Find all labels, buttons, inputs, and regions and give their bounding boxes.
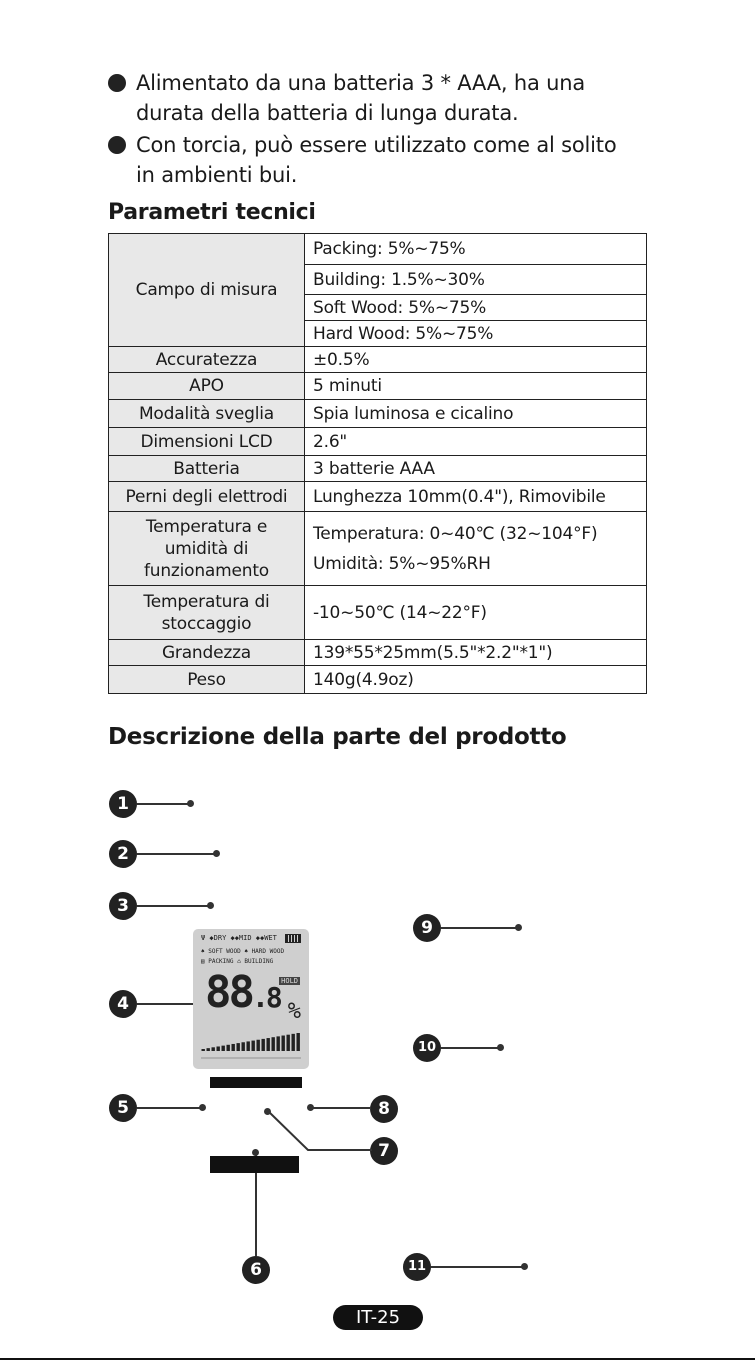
callout-1: 1 [109, 790, 137, 818]
spec-label-elettrodi: Perni degli elettrodi [109, 482, 305, 512]
lcd-bar-segment [252, 1041, 255, 1051]
bullet-dot [108, 74, 126, 92]
lcd-bar-segment [247, 1041, 250, 1051]
lcd-bar-segment [212, 1047, 215, 1051]
lcd-bar-segment [292, 1034, 295, 1051]
spec-label-campo: Campo di misura [109, 234, 305, 347]
lcd-bar-segment [232, 1044, 235, 1051]
leader-pin-9 [515, 924, 522, 931]
spec-value-lcd: 2.6" [305, 428, 647, 456]
spec-label-accuratezza: Accuratezza [109, 347, 305, 373]
leader-line-8 [311, 1107, 371, 1109]
spec-value-elettrodi: Lunghezza 10mm(0.4"), Rimovibile [305, 482, 647, 512]
spec-value-stoccaggio: -10~50℃ (14~22°F) [305, 586, 647, 640]
spec-label-stoccaggio-line2: stoccaggio [161, 613, 252, 634]
leader-line-5 [137, 1107, 201, 1109]
leader-line-7 [260, 1105, 375, 1155]
lcd-bar-segment [227, 1045, 230, 1051]
leader-line-9 [441, 927, 517, 929]
callout-9: 9 [413, 914, 441, 942]
lcd-bar-segment [242, 1042, 245, 1051]
lcd-material-modes: ▤ PACKING ⌂ BUILDING [201, 958, 274, 965]
spec-label-peso: Peso [109, 666, 305, 694]
lcd-bar-segment [287, 1035, 290, 1051]
lcd-bar-segment [262, 1039, 265, 1051]
spec-label-temp-line1: Temperatura e [145, 516, 268, 537]
spec-value-peso: 140g(4.9oz) [305, 666, 647, 694]
lcd-bar-segment [217, 1046, 220, 1051]
lcd-bar-segment [297, 1033, 300, 1051]
spec-value-temp-umidita [305, 512, 647, 586]
callout-3: 3 [109, 892, 137, 920]
params-heading: Parametri tecnici [108, 200, 316, 225]
leader-line-11 [431, 1266, 523, 1268]
spec-label-sveglia: Modalità sveglia [109, 400, 305, 428]
spec-label-lcd: Dimensioni LCD [109, 428, 305, 456]
lcd-wetness-indicators: Ψ ◆DRY ◆◆MID ◆◆WET [201, 934, 277, 942]
lcd-bar-segment [267, 1038, 270, 1051]
battery-icon [285, 934, 301, 943]
lcd-digits-main: 88 [205, 967, 252, 1018]
leader-pin-2 [213, 850, 220, 857]
lcd-bar-segment [272, 1037, 275, 1051]
leader-pin-6 [252, 1149, 259, 1156]
spec-value-apo: 5 minuti [305, 373, 647, 400]
device-slot-lower [210, 1156, 299, 1173]
spec-label-temp-umidita [109, 512, 305, 586]
page-number-badge: IT-25 [333, 1305, 423, 1330]
bottom-rule [0, 1358, 755, 1360]
spec-label-grandezza: Grandezza [109, 640, 305, 666]
bullet-dot [108, 136, 126, 154]
spec-label-temp-line3: funzionamento [143, 560, 270, 581]
leader-pin-8 [307, 1104, 314, 1111]
spec-label-apo: APO [109, 373, 305, 400]
leader-line-1 [137, 803, 189, 805]
leader-line-3 [137, 905, 209, 907]
spec-value-batteria: 3 batterie AAA [305, 456, 647, 482]
lcd-bargraph [201, 1033, 301, 1051]
spec-value-sveglia: Spia luminosa e cicalino [305, 400, 647, 428]
leader-pin-1 [187, 800, 194, 807]
spec-value-umidita: Umidità: 5%~95%RH [313, 553, 491, 574]
bullet-torch-line1: Con torcia, può essere utilizzato come al solito [136, 133, 617, 157]
lcd-scale [201, 1057, 301, 1065]
spec-value-softwood: Soft Wood: 5%~75% [305, 295, 647, 321]
callout-2: 2 [109, 840, 137, 868]
callout-6: 6 [242, 1256, 270, 1284]
callout-7: 7 [370, 1137, 398, 1165]
spec-value-grandezza: 139*55*25mm(5.5"*2.2"*1") [305, 640, 647, 666]
callout-5: 5 [109, 1094, 137, 1122]
leader-line-2 [137, 853, 215, 855]
bullet-torch [108, 130, 668, 190]
leader-pin-7 [264, 1108, 271, 1115]
spec-table [108, 233, 647, 694]
spec-label-stoccaggio-line1: Temperatura di [143, 591, 270, 612]
lcd-bar-segment [277, 1036, 280, 1051]
lcd-digits-decimal: .8 [251, 981, 280, 1014]
spec-value-accuratezza: ±0.5% [305, 347, 647, 373]
lcd-display [193, 929, 309, 1069]
leader-pin-11 [521, 1263, 528, 1270]
lcd-bar-segment [202, 1049, 205, 1051]
spec-value-hardwood: Hard Wood: 5%~75% [305, 321, 647, 347]
callout-4: 4 [109, 990, 137, 1018]
lcd-percent-unit: % [287, 999, 301, 1024]
leader-pin-3 [207, 902, 214, 909]
lcd-bar-segment [222, 1046, 225, 1051]
lcd-wood-modes: ♠ SOFT WOOD ♠ HARD WOOD [201, 948, 285, 955]
leader-pin-10 [497, 1044, 504, 1051]
spec-value-packing: Packing: 5%~75% [305, 234, 647, 265]
lcd-bar-segment [282, 1036, 285, 1051]
lcd-hold-indicator: HOLD [281, 977, 298, 985]
spec-label-batteria: Batteria [109, 456, 305, 482]
lcd-digits [205, 967, 280, 1018]
leader-line-4 [137, 1003, 201, 1005]
lcd-bar-segment [237, 1043, 240, 1051]
bullet-battery-line2: durata della batteria di lunga durata. [136, 101, 519, 125]
callout-8: 8 [370, 1095, 398, 1123]
bullet-battery [108, 68, 668, 128]
spec-value-temp: Temperatura: 0~40℃ (32~104°F) [313, 523, 598, 544]
callout-10: 10 [413, 1034, 441, 1062]
spec-label-temp-line2: umidità di [164, 538, 249, 559]
spec-label-stoccaggio [109, 586, 305, 640]
bullet-torch-line2: in ambienti bui. [136, 163, 298, 187]
lcd-bar-segment [207, 1048, 210, 1051]
device-slot-upper [210, 1077, 302, 1088]
leader-line-10 [441, 1047, 499, 1049]
spec-value-building: Building: 1.5%~30% [305, 265, 647, 295]
description-heading: Descrizione della parte del prodotto [108, 724, 567, 750]
lcd-bar-segment [257, 1040, 260, 1051]
bullet-battery-line1: Alimentato da una batteria 3 * AAA, ha una [136, 71, 585, 95]
callout-11: 11 [403, 1253, 431, 1281]
leader-pin-5 [199, 1104, 206, 1111]
